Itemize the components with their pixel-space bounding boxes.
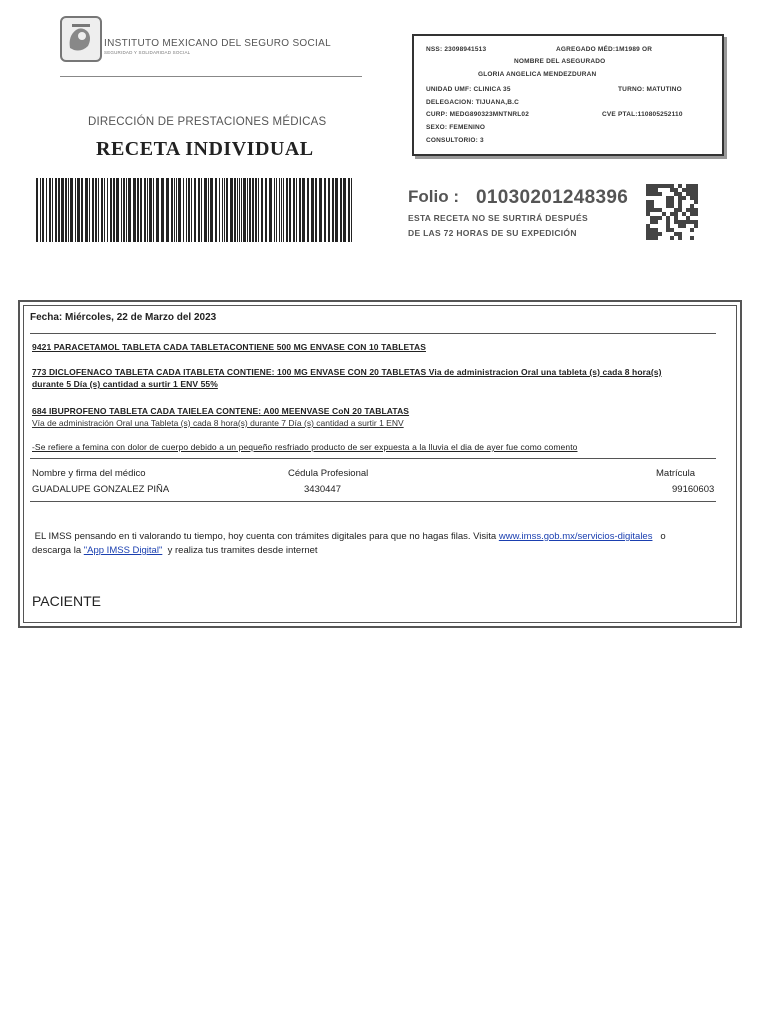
app-imss-digital-link[interactable]: "App IMSS Digital" — [83, 545, 163, 556]
cedula-label: Cédula Profesional — [288, 468, 369, 479]
doctor-divider — [30, 501, 716, 502]
cve-field: CVE PTAL:110805252110 — [602, 111, 683, 118]
prescription-date: Fecha: Miércoles, 22 de Marzo del 2023 — [30, 312, 217, 323]
matricula-value: 99160603 — [672, 484, 715, 495]
patient-info-box — [412, 34, 724, 156]
direccion-label: DIRECCIÓN DE PRESTACIONES MÉDICAS — [88, 116, 327, 128]
note-divider — [30, 458, 716, 459]
medication-item: 773 DICLOFENACO TABLETA CADA ITABLETA CONTIENE: 100 MG ENVASE CON 20 TABLETAS Via de administracion Oral una tableta (s) cada 8 hora(s) — [32, 367, 662, 377]
sexo-field: SEXO: FEMENINO — [426, 124, 486, 131]
qr-code-icon — [646, 184, 698, 240]
institution-name: INSTITUTO MEXICANO DEL SEGURO SOCIAL — [104, 38, 331, 49]
agregado-field: AGREGADO MÉD:1M1989 OR — [556, 46, 653, 53]
barcode — [36, 178, 352, 242]
imss-digital-message — [32, 530, 712, 558]
doctor-name-label: Nombre y firma del médico — [32, 468, 146, 479]
medication-item: 9421 PARACETAMOL TABLETA CADA TABLETACONTIENE 500 MG ENVASE CON 10 TABLETAS — [32, 342, 426, 352]
imss-message-tail: y realiza tus tramites desde internet — [167, 545, 318, 556]
medication-item-detail: durante 5 Día (s) cantidad a surtir 1 ENV 55% — [32, 379, 218, 389]
medication-item: 684 IBUPROFENO TABLETA CADA TAIELEA CONTENE: A00 MEENVASE CoN 20 TABLATAS — [32, 406, 410, 416]
imss-message-or: o — [660, 531, 666, 542]
date-divider — [30, 333, 716, 334]
folio-number: 01030201248396 — [476, 187, 629, 208]
consultorio-field: CONSULTORIO: 3 — [426, 137, 484, 144]
expiry-warning-1: ESTA RECETA NO SE SURTIRÁ DESPUÉS — [408, 213, 588, 223]
folio-label: Folio : — [408, 187, 459, 206]
matricula-label: Matrícula — [656, 468, 696, 479]
nss-field: NSS: 23098941513 — [426, 46, 487, 53]
eagle-logo-icon — [62, 18, 100, 60]
clinical-note: -Se refiere a femina con dolor de cuerpo debido a un pequeño resfriado producto de ser expuesta a la lluvia el dia de ayer fue como comento — [32, 442, 578, 452]
unidad-field: UNIDAD UMF: CLINICA 35 — [426, 86, 511, 93]
imss-message-download: descarga la — [32, 545, 82, 556]
page-title: RECETA INDIVIDUAL — [96, 138, 314, 160]
curp-field: CURP: MEDG890323MNTNRL02 — [426, 111, 530, 118]
header-divider — [60, 76, 362, 77]
servicios-digitales-link[interactable]: www.imss.gob.mx/servicios-digitales — [498, 531, 653, 542]
imss-message-text: EL IMSS pensando en ti valorando tu tiempo, hoy cuenta con trámites digitales para que no hagas filas. Visita — [34, 531, 497, 542]
patient-name: GLORIA ANGELICA MENDEZDURAN — [478, 71, 597, 78]
expiry-warning-2: DE LAS 72 HORAS DE SU EXPEDICIÓN — [408, 228, 577, 238]
turno-field: TURNO: MATUTINO — [618, 86, 682, 93]
doctor-name: GUADALUPE GONZALEZ PIÑA — [32, 484, 170, 495]
institution-subtitle: SEGURIDAD Y SOLIDARIDAD SOCIAL — [104, 50, 191, 55]
copy-recipient-label: PACIENTE — [32, 593, 101, 609]
imss-logo — [60, 16, 102, 62]
delegacion-field: DELEGACION: TIJUANA,B.C — [426, 99, 520, 106]
nombre-label: NOMBRE DEL ASEGURADO — [514, 58, 606, 65]
cedula-value: 3430447 — [304, 484, 341, 495]
medication-item-detail: Vía de administración Oral una Tableta (s) cada 8 hora(s) durante 7 Día (s) cantidad a surtir 1 ENV — [32, 418, 404, 428]
